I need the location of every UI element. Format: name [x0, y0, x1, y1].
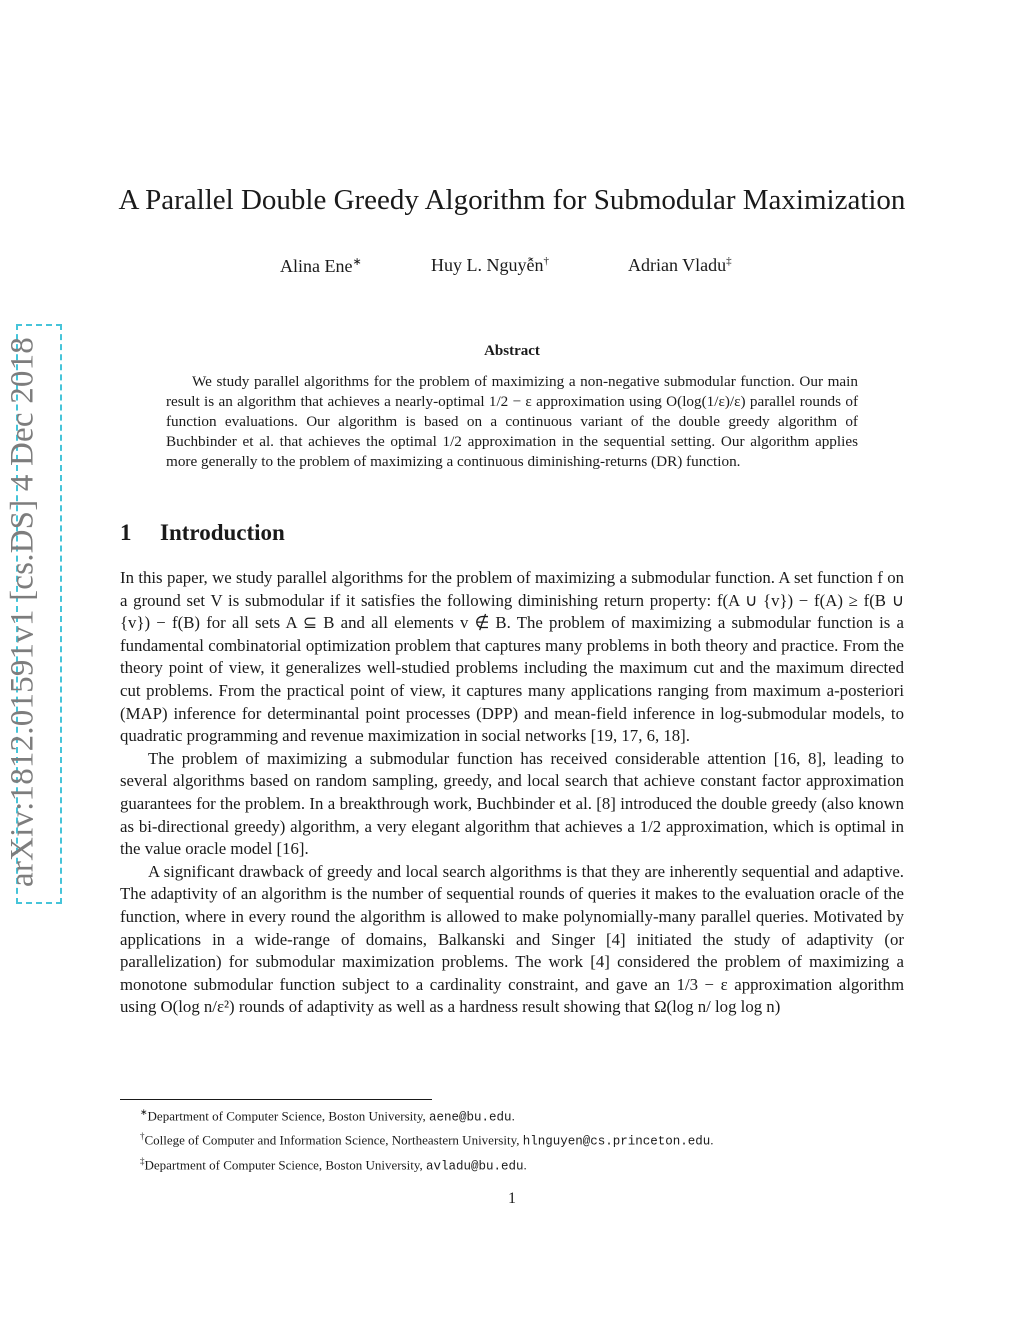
paragraph-1: In this paper, we study parallel algorithms for the problem of maximizing a submodular function. A set function f on a ground set V is submodular if it satisfies the following diminishing return property: f(A ∪ {v}) − f(A) ≥ f(B ∪ {v}) − f(B) for all sets A ⊆ B and all elements v ∉ B. The problem of maximizing a submodular function is a fundamental combinatorial optimization problem that captures many problems in both theory and practice. From the theory point of view, it generalizes well-studied problems including the maximum cut and the maximum directed cut problems. From the practical point of view, it captures many applications ranging from maximum a-posteriori (MAP) inference for determinantal point processes (DPP) and mean-field inference in log-submodular models, to quadratic programming and revenue maximization in social networks [19, 17, 6, 18].: [120, 568, 904, 746]
footnote-divider: [120, 1099, 432, 1100]
section-title: Introduction: [160, 520, 285, 545]
author-2-name: Huy L. Nguyễn: [431, 255, 544, 275]
author-1-mark: ∗: [352, 256, 362, 268]
footnote-3-text: Department of Computer Science, Boston University,: [144, 1156, 426, 1172]
footnote-2: [140, 1127, 900, 1151]
footnote-3-end: .: [523, 1156, 527, 1172]
footnote-3: [140, 1152, 900, 1176]
footnote-1-end: .: [511, 1108, 515, 1124]
paragraph-2: The problem of maximizing a submodular function has received considerable attention [16, 8], leading to several algorithms based on random sampling, greedy, and local search that achieve constant factor approximation guarantees for the problem. In a breakthrough work, Buchbinder et al. [8] introduced the double greedy (also known as bi-directional greedy) algorithm, a very elegant algorithm that achieves a 1/2 approximation, which is optimal in the value oracle model [16].: [120, 748, 904, 859]
abstract-heading: Abstract: [484, 343, 540, 359]
author-3: [628, 255, 732, 276]
footnote-3-email[interactable]: avladu@bu.edu: [426, 1158, 524, 1173]
author-1-name: Alina Ene: [280, 256, 353, 276]
footnote-2-mark: †: [140, 1131, 145, 1142]
footnotes: [140, 1103, 900, 1176]
footnote-1-text: Department of Computer Science, Boston University,: [147, 1108, 430, 1124]
author-2-mark: †: [543, 255, 549, 267]
author-1: [280, 255, 362, 277]
footnote-2-email[interactable]: hlnguyen@cs.princeton.edu: [522, 1134, 711, 1149]
footnote-1: [140, 1103, 900, 1127]
footnote-1-mark: ∗: [140, 1107, 148, 1117]
section-number: 1: [120, 520, 132, 545]
author-3-mark: ‡: [726, 255, 732, 267]
arxiv-stamp-text: arXiv:1812.01591v1 [cs.DS] 4 Dec 2018: [4, 337, 41, 887]
footnote-3-mark: ‡: [140, 1155, 145, 1166]
body-text: [120, 567, 904, 1019]
paper-title: A Parallel Double Greedy Algorithm for Submodular Maximization: [118, 184, 906, 216]
abstract-text: We study parallel algorithms for the problem of maximizing a non-negative submodular function. Our main result is an algorithm that achieves a nearly-optimal 1/2 − ε approximation using O(log(1/ε)/ε) parallel rounds of function evaluations. Our algorithm is based on a continuous variant of the double greedy algorithm of Buchbinder et al. that achieves the optimal 1/2 approximation in the sequential setting. Our algorithm applies more generally to the problem of maximizing a continuous diminishing-returns (DR) function.: [166, 373, 858, 470]
abstract: [166, 372, 858, 472]
author-3-name: Adrian Vladu: [628, 255, 727, 275]
author-2: [431, 255, 549, 276]
section-heading: [120, 520, 285, 546]
footnote-1-email[interactable]: aene@bu.edu: [429, 1110, 512, 1125]
paragraph-3: A significant drawback of greedy and local search algorithms is that they are inherently sequential and adaptive. The adaptivity of an algorithm is the number of sequential rounds of queries it makes to the evaluation oracle of the function, where in every round the algorithm is allowed to make polynomially-many parallel queries. Motivated by applications in a wide-range of domains, Balkanski and Singer [4] initiated the study of adaptivity (or parallelization) for submodular maximization problems. The work [4] considered the problem of maximizing a monotone submodular function subject to a cardinality constraint, and gave an 1/3 − ε approximation algorithm using O(log n/ε²) rounds of adaptivity as well as a hardness result showing that Ω(log n/ log log n): [120, 861, 904, 1017]
footnote-2-end: .: [710, 1132, 714, 1148]
page-number: 1: [508, 1190, 516, 1207]
footnote-2-text: College of Computer and Information Science, Northeastern University,: [144, 1132, 523, 1148]
